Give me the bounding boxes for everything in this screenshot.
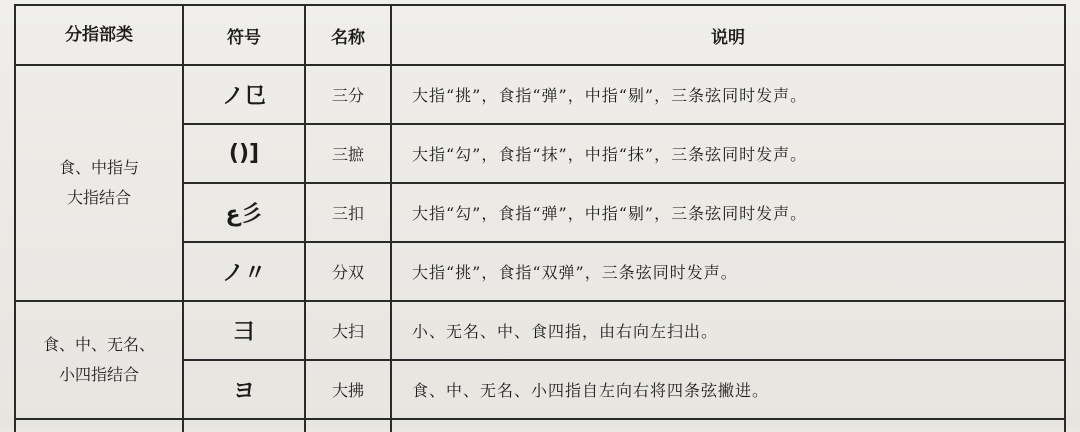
desc-cell: 大指“挑”，食指“弹”，中指“剔”，三条弦同时发声。 [391,65,1065,124]
category-cell [15,301,183,419]
category-line: 大指结合 [66,188,131,207]
category-line: 食、中、无名、 [42,335,155,354]
header-desc: 说明 [391,5,1065,65]
name-cell: 三摭 [305,124,391,183]
cut-cell [183,419,305,432]
table-header-row [15,5,1065,65]
symbol-cell [183,301,305,360]
header-category: 分指部类 [15,5,183,65]
desc-cell: 小、无名、中、食四指，由右向左扫出。 [391,301,1065,360]
symbol-cell [183,65,305,124]
category-cell [15,65,183,301]
symbol-cell [183,183,305,242]
name-cell: 分双 [305,242,391,301]
desc-cell: 大指“勾”，食指“弹”，中指“剔”，三条弦同时发声。 [391,183,1065,242]
desc-cell: 大指“挑”，食指“双弹”，三条弦同时发声。 [391,242,1065,301]
name-cell: 三分 [305,65,391,124]
fingering-symbol: ()] [228,141,260,166]
header-name: 名称 [305,5,391,65]
category-line: 小四指结合 [58,365,139,384]
name-cell: 大拂 [305,360,391,419]
fingering-table [14,4,1066,432]
table-row [15,65,1065,124]
symbol-cell [183,360,305,419]
cut-cell [305,419,391,432]
cut-cell [15,419,183,432]
category-line: 食、中指与 [58,158,139,177]
name-cell: 大扫 [305,301,391,360]
fingering-symbol: ع彡 [225,202,263,227]
name-cell: 三扣 [305,183,391,242]
table-row [15,301,1065,360]
symbol-cell [183,124,305,183]
desc-cell: 食、中、无名、小四指自左向右将四条弦撇进。 [391,360,1065,419]
fingering-symbol: 彐 [232,320,255,345]
symbol-cell [183,242,305,301]
table-row [15,419,1065,432]
desc-cell: 大指“勾”，食指“抹”，中指“抹”，三条弦同时发声。 [391,124,1065,183]
header-symbol: 符号 [183,5,305,65]
fingering-symbol: ヨ [232,379,255,404]
fingering-symbol: ノ〃 [221,261,266,286]
fingering-symbol: ノ㔾 [221,84,266,109]
cut-cell [391,419,1065,432]
